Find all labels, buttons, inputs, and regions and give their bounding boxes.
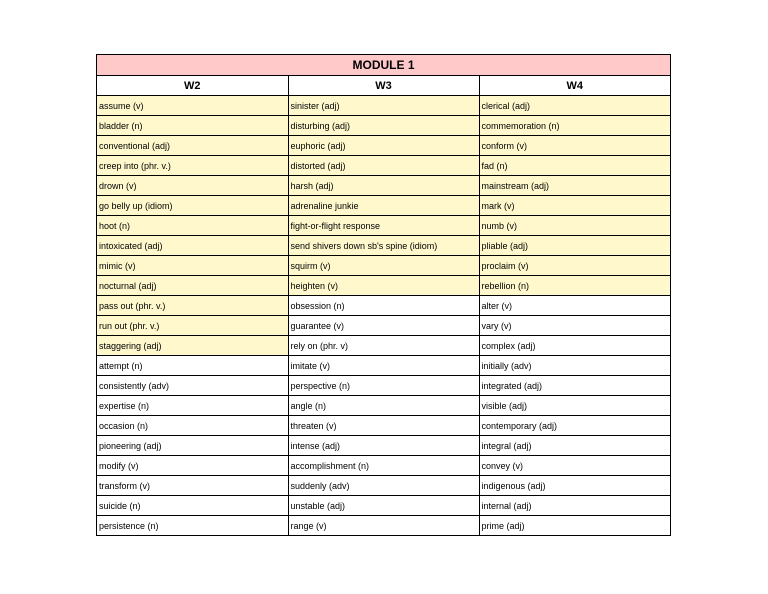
table-row bbox=[97, 236, 670, 256]
table-cell: mark (v) bbox=[479, 196, 670, 216]
table-cell: conform (v) bbox=[479, 136, 670, 156]
table-row bbox=[97, 96, 670, 116]
table-cell: disturbing (adj) bbox=[288, 116, 479, 136]
table-row bbox=[97, 276, 670, 296]
header-row bbox=[97, 76, 670, 96]
table-cell: bladder (n) bbox=[97, 116, 288, 136]
table-cell: imitate (v) bbox=[288, 356, 479, 376]
table-cell: convey (v) bbox=[479, 456, 670, 476]
table-cell: fight-or-flight response bbox=[288, 216, 479, 236]
table-row bbox=[97, 136, 670, 156]
table-cell: intense (adj) bbox=[288, 436, 479, 456]
table-cell: attempt (n) bbox=[97, 356, 288, 376]
table-cell: guarantee (v) bbox=[288, 316, 479, 336]
table-row bbox=[97, 176, 670, 196]
table-cell: contemporary (adj) bbox=[479, 416, 670, 436]
table-cell: fad (n) bbox=[479, 156, 670, 176]
table-cell: send shivers down sb's spine (idiom) bbox=[288, 236, 479, 256]
table-cell: accomplishment (n) bbox=[288, 456, 479, 476]
table-cell: heighten (v) bbox=[288, 276, 479, 296]
table-cell: integral (adj) bbox=[479, 436, 670, 456]
table-row bbox=[97, 216, 670, 236]
table-cell: prime (adj) bbox=[479, 516, 670, 536]
table-cell: modify (v) bbox=[97, 456, 288, 476]
table-row bbox=[97, 296, 670, 316]
table-row bbox=[97, 376, 670, 396]
table-cell: intoxicated (adj) bbox=[97, 236, 288, 256]
table-cell: pioneering (adj) bbox=[97, 436, 288, 456]
table-row bbox=[97, 196, 670, 216]
table-cell: harsh (adj) bbox=[288, 176, 479, 196]
table-cell: internal (adj) bbox=[479, 496, 670, 516]
table-cell: run out (phr. v.) bbox=[97, 316, 288, 336]
table-cell: integrated (adj) bbox=[479, 376, 670, 396]
table-cell: sinister (adj) bbox=[288, 96, 479, 116]
table-cell: suddenly (adv) bbox=[288, 476, 479, 496]
column-header-w2: W2 bbox=[97, 76, 288, 96]
vocabulary-table bbox=[97, 76, 670, 535]
table-row bbox=[97, 336, 670, 356]
table-row bbox=[97, 476, 670, 496]
table-cell: conventional (adj) bbox=[97, 136, 288, 156]
module-title: MODULE 1 bbox=[97, 55, 670, 76]
table-cell: vary (v) bbox=[479, 316, 670, 336]
table-cell: mainstream (adj) bbox=[479, 176, 670, 196]
table-row bbox=[97, 456, 670, 476]
table-row bbox=[97, 496, 670, 516]
table-cell: threaten (v) bbox=[288, 416, 479, 436]
table-cell: rebellion (n) bbox=[479, 276, 670, 296]
table-cell: numb (v) bbox=[479, 216, 670, 236]
table-cell: pass out (phr. v.) bbox=[97, 296, 288, 316]
table-cell: creep into (phr. v.) bbox=[97, 156, 288, 176]
table-cell: perspective (n) bbox=[288, 376, 479, 396]
table-cell: angle (n) bbox=[288, 396, 479, 416]
table-cell: alter (v) bbox=[479, 296, 670, 316]
table-cell: squirm (v) bbox=[288, 256, 479, 276]
table-cell: mimic (v) bbox=[97, 256, 288, 276]
table-cell: drown (v) bbox=[97, 176, 288, 196]
table-body bbox=[97, 96, 670, 536]
table-cell: rely on (phr. v) bbox=[288, 336, 479, 356]
table-cell: nocturnal (adj) bbox=[97, 276, 288, 296]
table-row bbox=[97, 316, 670, 336]
table-cell: expertise (n) bbox=[97, 396, 288, 416]
table-cell: proclaim (v) bbox=[479, 256, 670, 276]
table-cell: euphoric (adj) bbox=[288, 136, 479, 156]
table-row bbox=[97, 256, 670, 276]
table-row bbox=[97, 416, 670, 436]
table-cell: go belly up (idiom) bbox=[97, 196, 288, 216]
table-row bbox=[97, 356, 670, 376]
table-cell: consistently (adv) bbox=[97, 376, 288, 396]
table-cell: transform (v) bbox=[97, 476, 288, 496]
table-cell: unstable (adj) bbox=[288, 496, 479, 516]
table-row bbox=[97, 396, 670, 416]
table-cell: visible (adj) bbox=[479, 396, 670, 416]
table-cell: pliable (adj) bbox=[479, 236, 670, 256]
table-cell: commemoration (n) bbox=[479, 116, 670, 136]
table-cell: obsession (n) bbox=[288, 296, 479, 316]
table-cell: suicide (n) bbox=[97, 496, 288, 516]
table-row bbox=[97, 116, 670, 136]
column-header-w4: W4 bbox=[479, 76, 670, 96]
table-cell: assume (v) bbox=[97, 96, 288, 116]
table-row bbox=[97, 436, 670, 456]
table-cell: persistence (n) bbox=[97, 516, 288, 536]
table-row bbox=[97, 516, 670, 536]
vocabulary-sheet bbox=[96, 54, 671, 536]
table-cell: range (v) bbox=[288, 516, 479, 536]
table-cell: adrenaline junkie bbox=[288, 196, 479, 216]
table-cell: staggering (adj) bbox=[97, 336, 288, 356]
table-cell: distorted (adj) bbox=[288, 156, 479, 176]
table-cell: complex (adj) bbox=[479, 336, 670, 356]
table-cell: initially (adv) bbox=[479, 356, 670, 376]
table-cell: clerical (adj) bbox=[479, 96, 670, 116]
column-header-w3: W3 bbox=[288, 76, 479, 96]
table-cell: indigenous (adj) bbox=[479, 476, 670, 496]
table-cell: hoot (n) bbox=[97, 216, 288, 236]
table-row bbox=[97, 156, 670, 176]
table-cell: occasion (n) bbox=[97, 416, 288, 436]
